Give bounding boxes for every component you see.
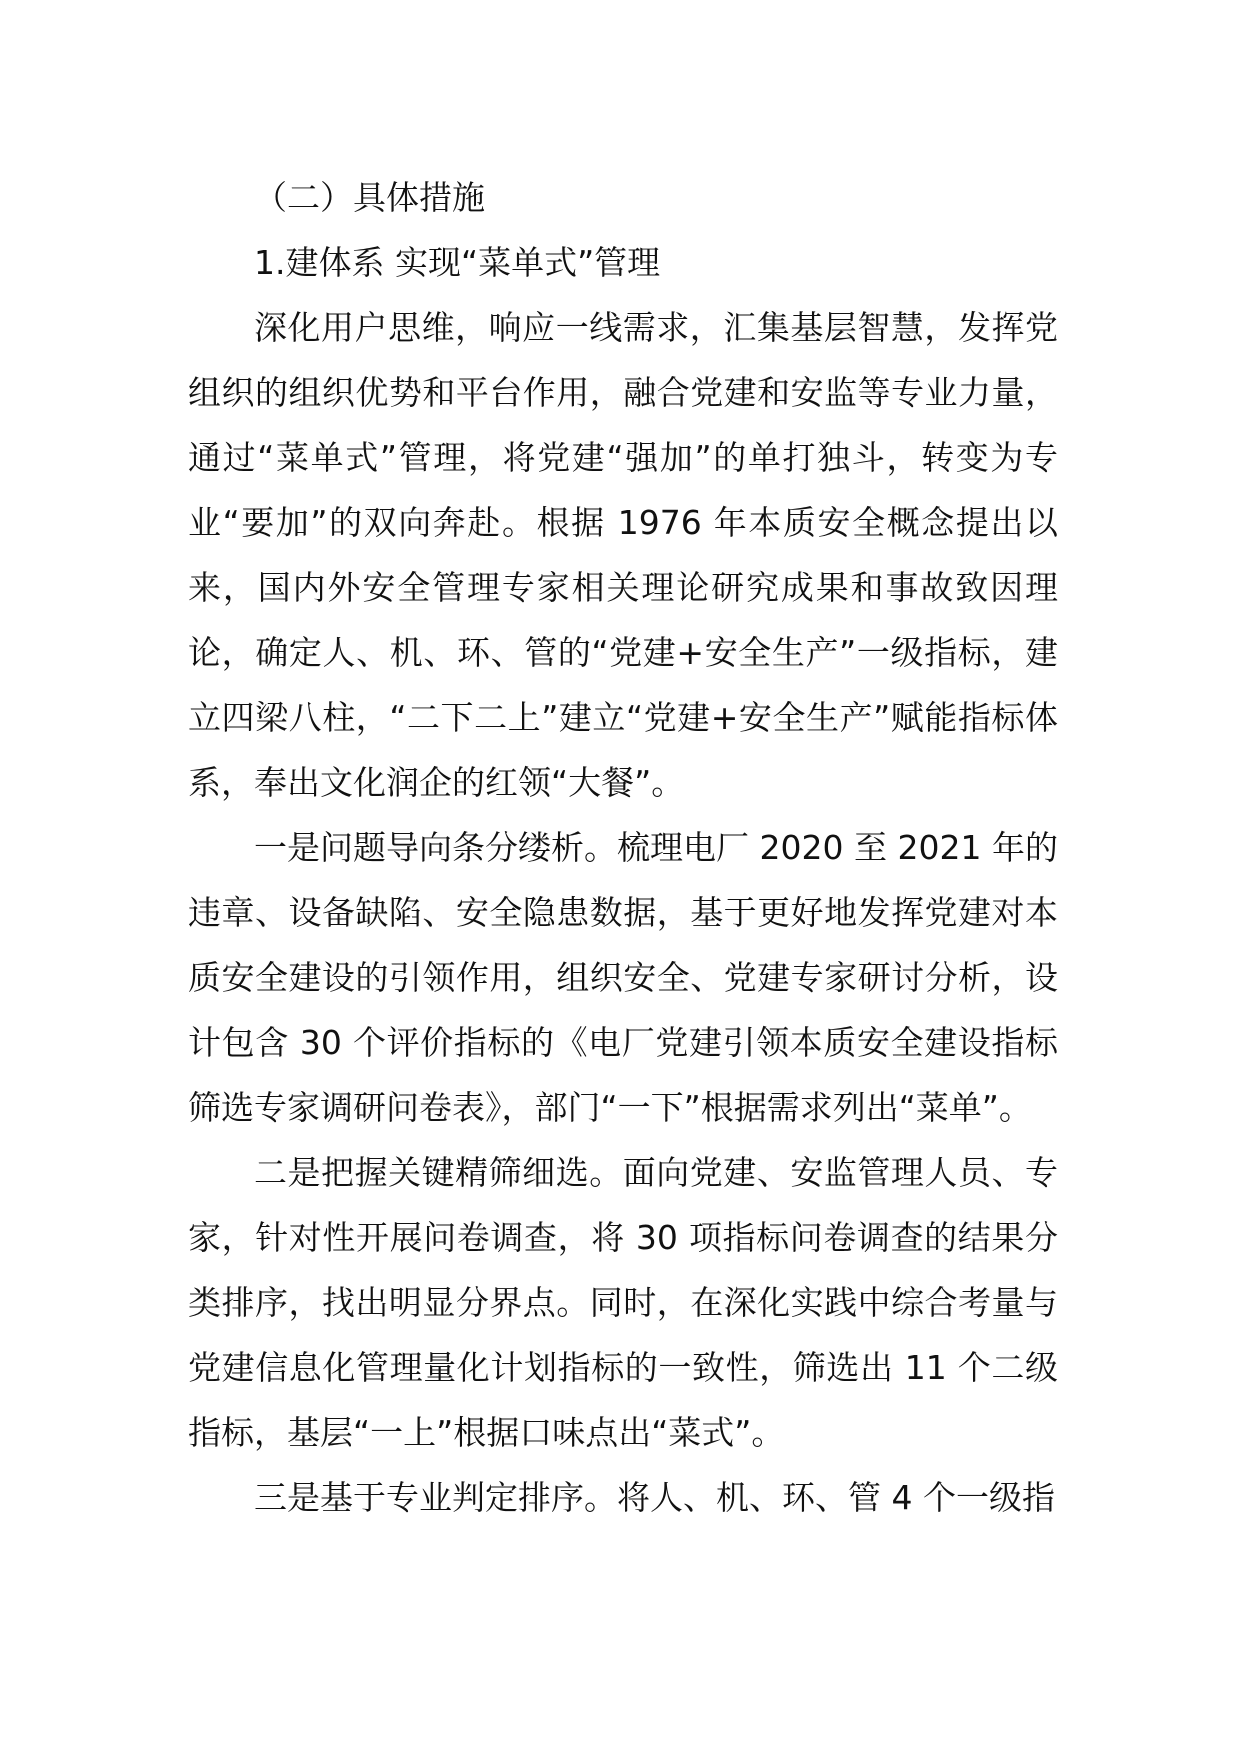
body-paragraph: 深化用户思维，响应一线需求，汇集基层智慧，发挥党组织的组织优势和平台作用，融合党建和安监等专业力量，通过“菜单式”管理，将党建“强加”的单打独斗，转变为专业“要加”的双向奔赴。根据 1976 年本质安全概念提出以来，国内外安全管理专家相关理论研究成果和事故致因理论，确定人、机、环、管的“党建+安全生产”一级指标，建立四梁八柱，“二下二上”建立“党建+安全生产”赋能指标体系，奉出文化润企的红领“大餐”。 [188, 308, 1058, 802]
section-heading: （二）具体措施 [254, 178, 485, 217]
subsection-heading: 1.建体系 实现“菜单式”管理 [254, 243, 661, 282]
body-paragraph: 二是把握关键精筛细选。面向党建、安监管理人员、专家，针对性开展问卷调查，将 30 项指标问卷调查的结果分类排序，找出明显分界点。同时，在深化实践中综合考量与党建信息化管理量化计划指标的一致性，筛选出 11 个二级指标，基层“一上”根据口味点出“菜式”。 [188, 1153, 1058, 1452]
body-paragraph: 一是问题导向条分缕析。梳理电厂 2020 至 2021 年的违章、设备缺陷、安全隐患数据，基于更好地发挥党建对本质安全建设的引领作用，组织安全、党建专家研讨分析，设计包含 30 个评价指标的《电厂党建引领本质安全建设指标筛选专家调研问卷表》，部门“一下”根据需求列出“菜单”。 [188, 828, 1058, 1127]
document-page [188, 165, 1058, 1530]
body-paragraph: 三是基于专业判定排序。将人、机、环、管 4 个一级指 [254, 1478, 1055, 1517]
